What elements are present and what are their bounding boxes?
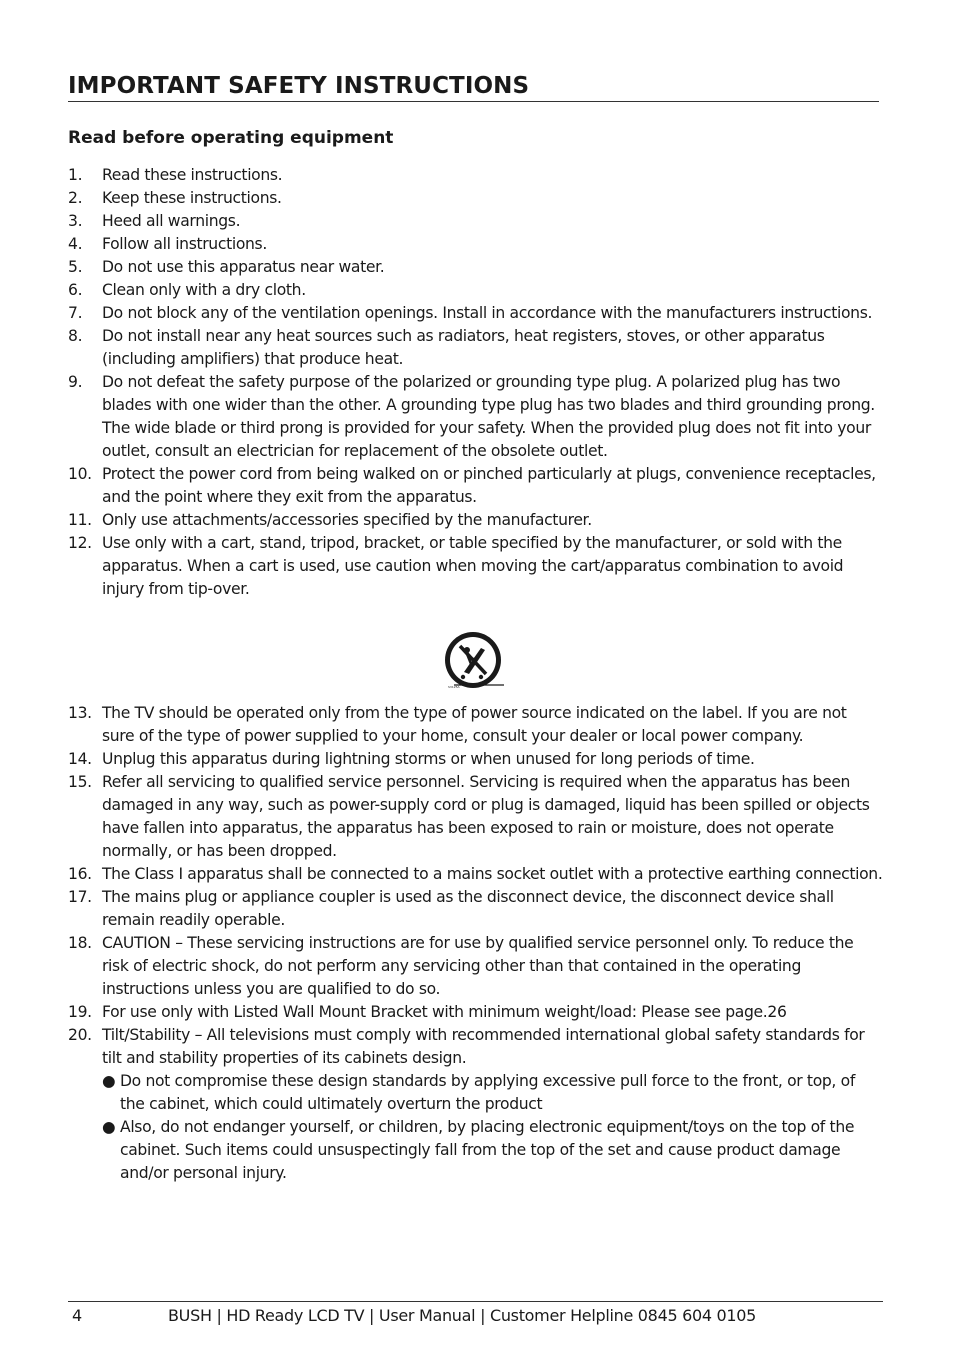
item-text: Do not install near any heat sources such as radiators, heat registers, stoves, or other apparatus (including amplifiers) that produce heat. [102,327,825,368]
item-number: 15. [68,773,92,791]
safety-list-second [68,702,883,1185]
bullet-dot-icon: ● [102,1118,116,1136]
item-number: 18. [68,934,92,952]
footer-text: BUSH | HD Ready LCD TV | User Manual | Customer Helpline 0845 604 0105 [168,1306,757,1325]
item-number: 16. [68,865,92,883]
item-text: CAUTION – These servicing instructions are for use by qualified service personnel only. To reduce the risk of electric shock, do not perform any servicing other than that contained in the operating instructions unless you are qualified to do so. [102,934,854,998]
list-item [68,532,883,601]
item-number: 20. [68,1026,92,1044]
section-subtitle: Read before operating equipment [68,128,394,148]
cart-tip-over-warning-icon [440,630,506,690]
item-text: Unplug this apparatus during lightning storms or when unused for long periods of time. [102,750,755,768]
item-number: 1. [68,166,83,184]
list-item [68,256,883,279]
item-text: Keep these instructions. [102,189,282,207]
bullet-text: Do not compromise these design standards by applying excessive pull force to the front, or top, of the cabinet, which could ultimately overturn the product [120,1072,855,1113]
sub-bullet [102,1070,883,1116]
item-text: Protect the power cord from being walked on or pinched particularly at plugs, convenience receptacles, and the point where they exit from the apparatus. [102,465,876,506]
item-text: Do not defeat the safety purpose of the polarized or grounding type plug. A polarized plug has two blades with one wider than the other. A grounding type plug has two blades and third grounding prong. The wide blade or third prong is provided for your safety. When the provided plug does not fit into your outlet, consult an electrician for replacement of the obsolete outlet. [102,373,875,460]
item-text: Only use attachments/accessories specified by the manufacturer. [102,511,592,529]
list-item [68,210,883,233]
item-number: 4. [68,235,83,253]
item-number: 8. [68,327,83,345]
item-number: 19. [68,1003,92,1021]
list-item [68,233,883,256]
list-item [68,771,883,863]
page-number: 4 [72,1306,83,1325]
item-number: 3. [68,212,83,230]
item-text: The TV should be operated only from the type of power source indicated on the label. If you are not sure of the type of power supplied to your home, consult your dealer or local power company. [102,704,847,745]
bullet-text: Also, do not endanger yourself, or children, by placing electronic equipment/toys on the top of the cabinet. Such items could unsuspectingly fall from the top of the set and cause product damage and/or personal injury. [120,1118,855,1182]
list-item [68,702,883,748]
item-number: 17. [68,888,92,906]
list-item [68,932,883,1001]
item-number: 12. [68,534,92,552]
list-item [68,325,883,371]
item-text: Do not block any of the ventilation openings. Install in accordance with the manufacturers instructions. [102,304,873,322]
item-number: 13. [68,704,92,722]
list-item [68,187,883,210]
item-text: The mains plug or appliance coupler is used as the disconnect device, the disconnect device shall remain readily operable. [102,888,834,929]
item-number: 6. [68,281,83,299]
footer-divider [68,1301,883,1302]
item-number: 9. [68,373,83,391]
safety-list-first [68,164,883,601]
list-item [68,748,883,771]
item-text: Tilt/Stability – All televisions must comply with recommended international global safety standards for tilt and stability properties of its cabinets design. [102,1026,865,1067]
symbol-label: S3125A [448,685,460,689]
list-item [68,463,883,509]
list-item [68,371,883,463]
item-text: Read these instructions. [102,166,283,184]
item-text: The Class I apparatus shall be connected to a mains socket outlet with a protective earthing connection. [102,865,883,883]
item-text: Clean only with a dry cloth. [102,281,306,299]
list-item [68,164,883,187]
item-text: For use only with Listed Wall Mount Bracket with minimum weight/load: Please see page.26 [102,1003,787,1021]
sub-bullet [102,1116,883,1185]
item-number: 10. [68,465,92,483]
item-text: Heed all warnings. [102,212,241,230]
list-item [68,1001,883,1024]
title-divider [68,101,879,102]
list-item [68,863,883,886]
list-item [68,279,883,302]
item-text: Do not use this apparatus near water. [102,258,385,276]
item-text: Refer all servicing to qualified service personnel. Servicing is required when the apparatus has been damaged in any way, such as power-supply cord or plug is damaged, liquid has been spilled or objects have fallen into apparatus, the apparatus has been exposed to rain or moisture, does not operate normally, or has been dropped. [102,773,870,860]
item-number: 5. [68,258,83,276]
list-item [68,1024,883,1185]
item-number: 11. [68,511,92,529]
list-item [68,302,883,325]
bullet-dot-icon: ● [102,1072,116,1090]
page-title: IMPORTANT SAFETY INSTRUCTIONS [68,73,530,99]
item-number: 14. [68,750,92,768]
item-number: 7. [68,304,83,322]
item-number: 2. [68,189,83,207]
list-item [68,886,883,932]
item-text: Use only with a cart, stand, tripod, bracket, or table specified by the manufacturer, or sold with the apparatus. When a cart is used, use caution when moving the cart/apparatus combination to avoid injury from tip-over. [102,534,844,598]
list-item [68,509,883,532]
item-text: Follow all instructions. [102,235,267,253]
